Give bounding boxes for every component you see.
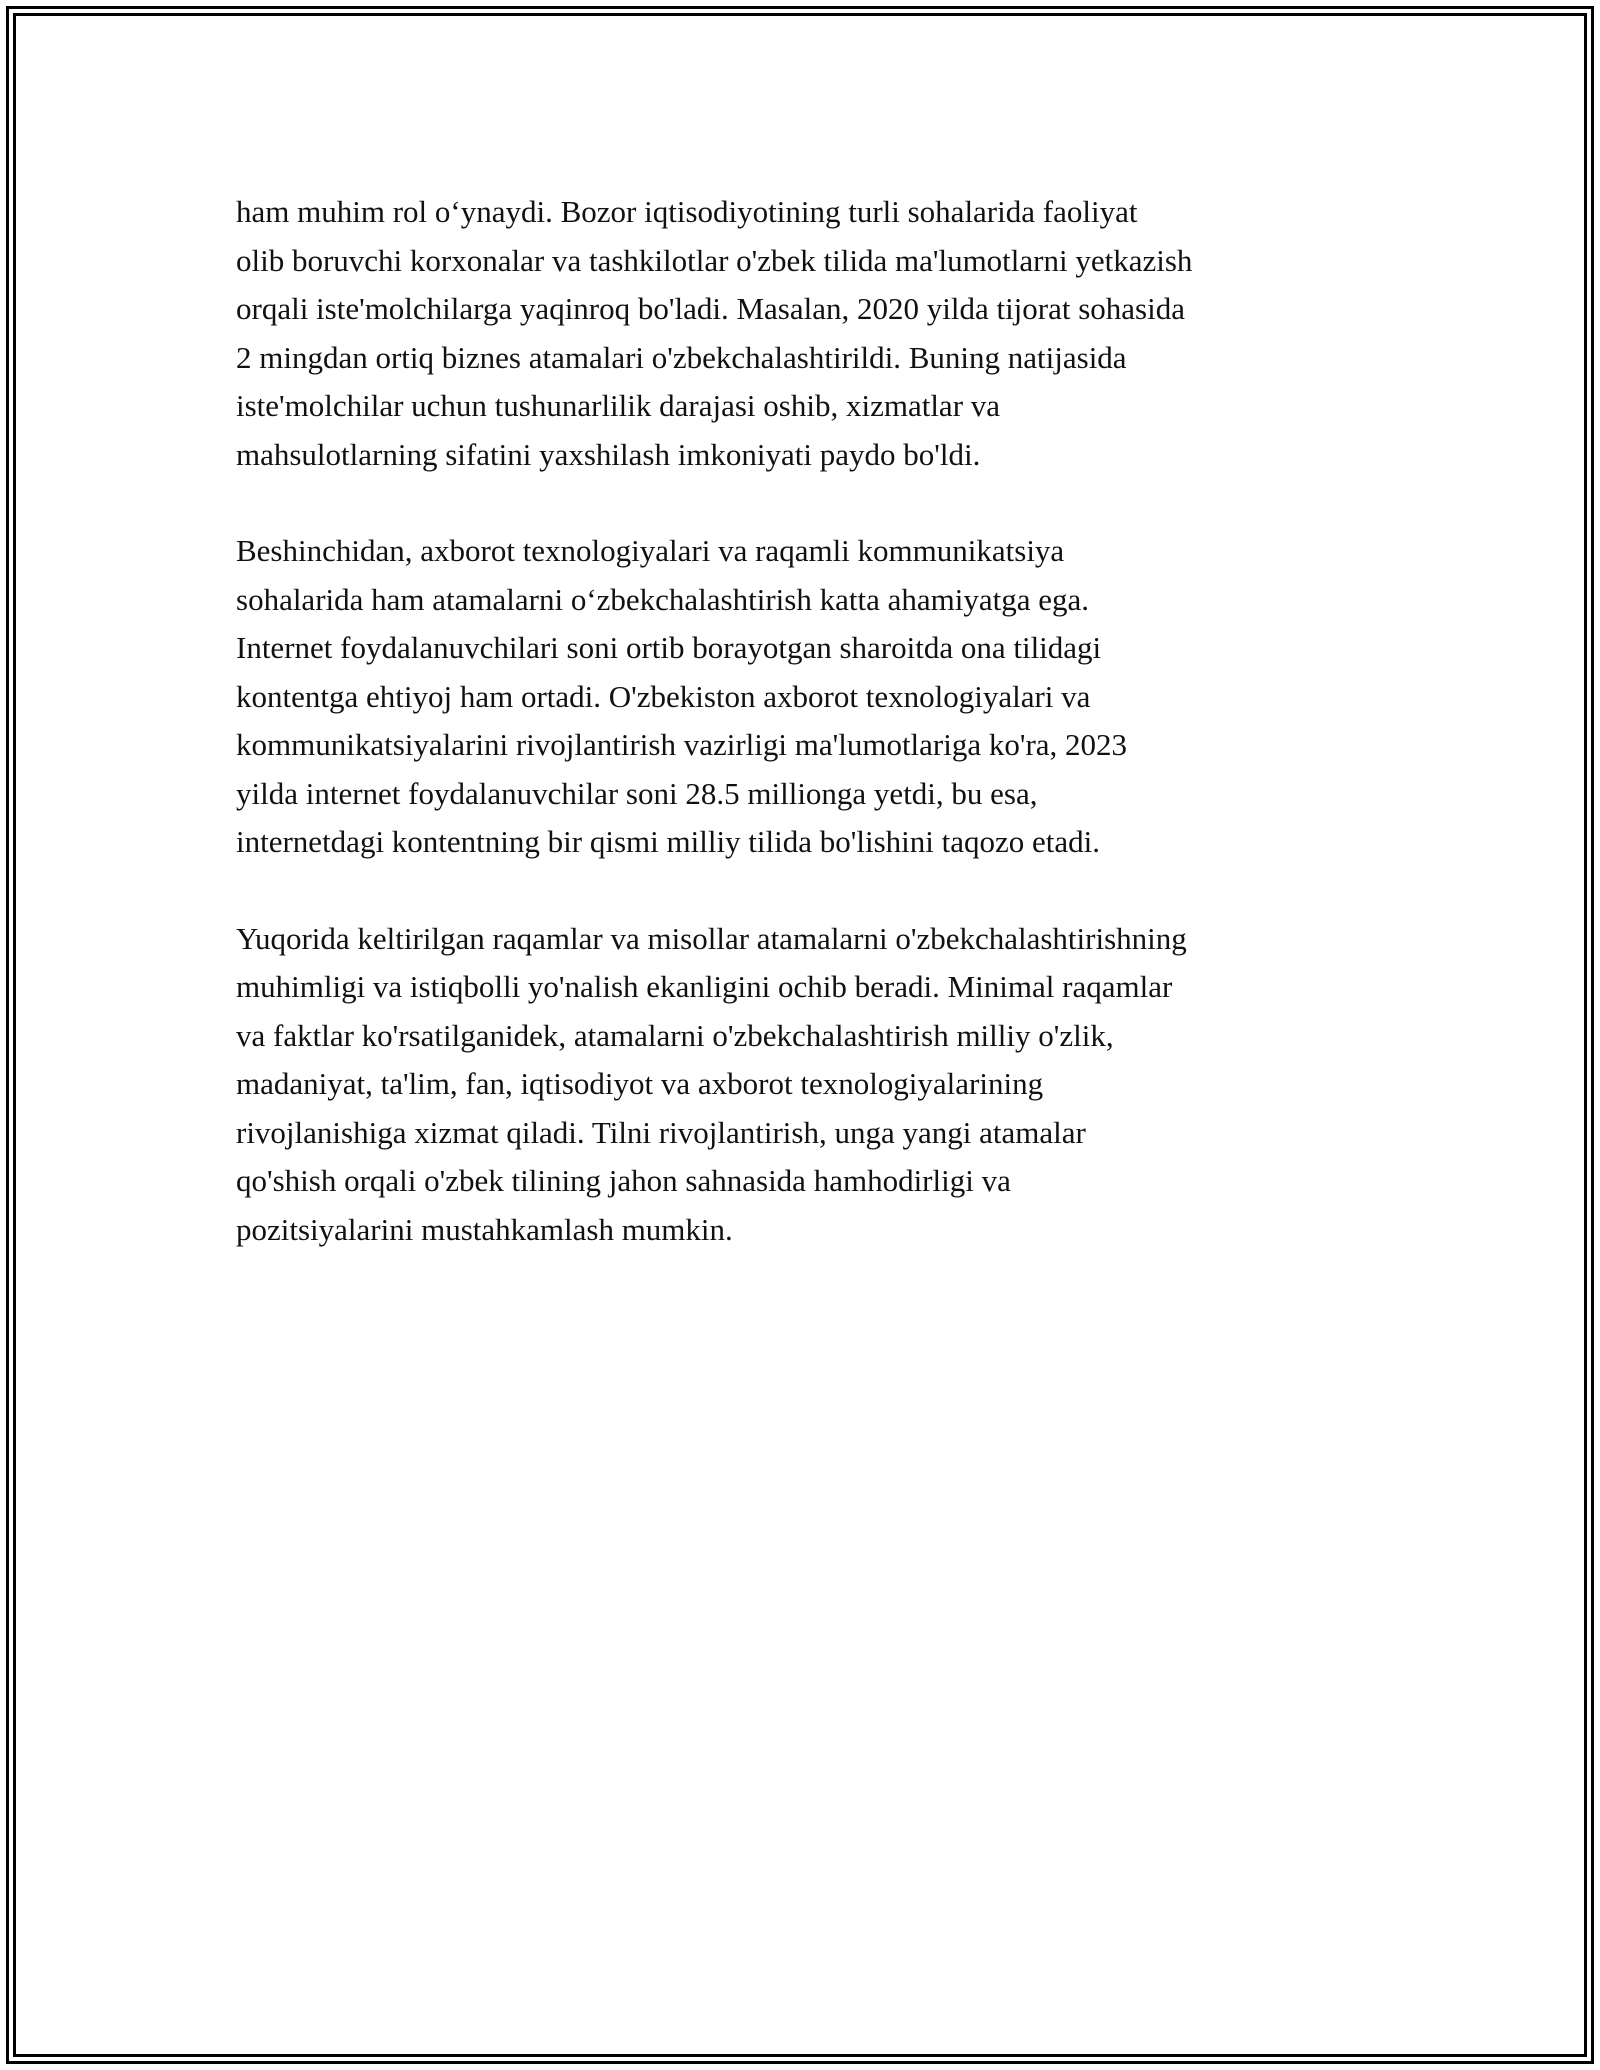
text-line: ham muhim rol o‘ynaydi. Bozor iqtisodiyotining turli sohalarida faoliyat [236,194,1138,229]
text-line: Internet foydalanuvchilari soni ortib borayotgan sharoitda ona tilidagi [236,630,1102,665]
text-line: yilda internet foydalanuvchilar soni 28.5 millionga yetdi, bu esa, [236,775,1038,811]
text-line: Beshinchidan, axborot texnologiyalari va raqamli kommunikatsiya [236,533,1065,568]
text-line: muhimligi va istiqbolli yo'nalish ekanligini ochib beradi. Minimal raqamlar [236,969,1173,1004]
text-line: va faktlar ko'rsatilganidek, atamalarni o'zbekchalashtirish milliy o'zlik, [236,1017,1114,1053]
text-line: Yuqorida keltirilgan raqamlar va misollar atamalarni o'zbekchalashtirishning [236,920,1187,956]
text-line: pozitsiyalarini mustahkamlash mumkin. [236,1211,733,1247]
text-line: madaniyat, ta'lim, fan, iqtisodiyot va axborot texnologiyalarining [236,1066,1044,1101]
text-line: orqali iste'molchilarga yaqinroq bo'ladi. Masalan, 2020 yilda tijorat sohasida [236,291,1185,326]
text-line: rivojlanishiga xizmat qiladi. Tilni rivojlantirish, unga yangi atamalar [236,1114,1086,1150]
text-line: internetdagi kontentning bir qismi milliy tilida bo'lishini taqozo etadi. [236,824,1100,859]
text-line: qo'shish orqali o'zbek tilining jahon sahnasida hamhodirligi va [236,1163,1011,1198]
text-line: 2 mingdan ortiq biznes atamalari o'zbekchalashtirildi. Buning natijasida [236,339,1127,375]
text-line: kommunikatsiyalarini rivojlantirish vazirligi ma'lumotlariga ko'ra, 2023 [236,727,1128,762]
text-line: olib boruvchi korxonalar va tashkilotlar o'zbek tilida ma'lumotlarni yetkazish [236,242,1193,278]
document-body [236,188,1416,1302]
paragraph-3 [236,915,1416,1255]
paragraph-1 [236,188,1416,479]
paragraph-2 [236,527,1416,867]
text-line: sohalarida ham atamalarni o‘zbekchalashtirish katta ahamiyatga ega. [236,581,1089,617]
text-line: kontentga ehtiyoj ham ortadi. O'zbekiston axborot texnologiyalari va [236,678,1091,714]
text-line: iste'molchilar uchun tushunarlilik darajasi oshib, xizmatlar va [236,388,1001,423]
text-line: mahsulotlarning sifatini yaxshilash imkoniyati paydo bo'ldi. [236,436,981,472]
